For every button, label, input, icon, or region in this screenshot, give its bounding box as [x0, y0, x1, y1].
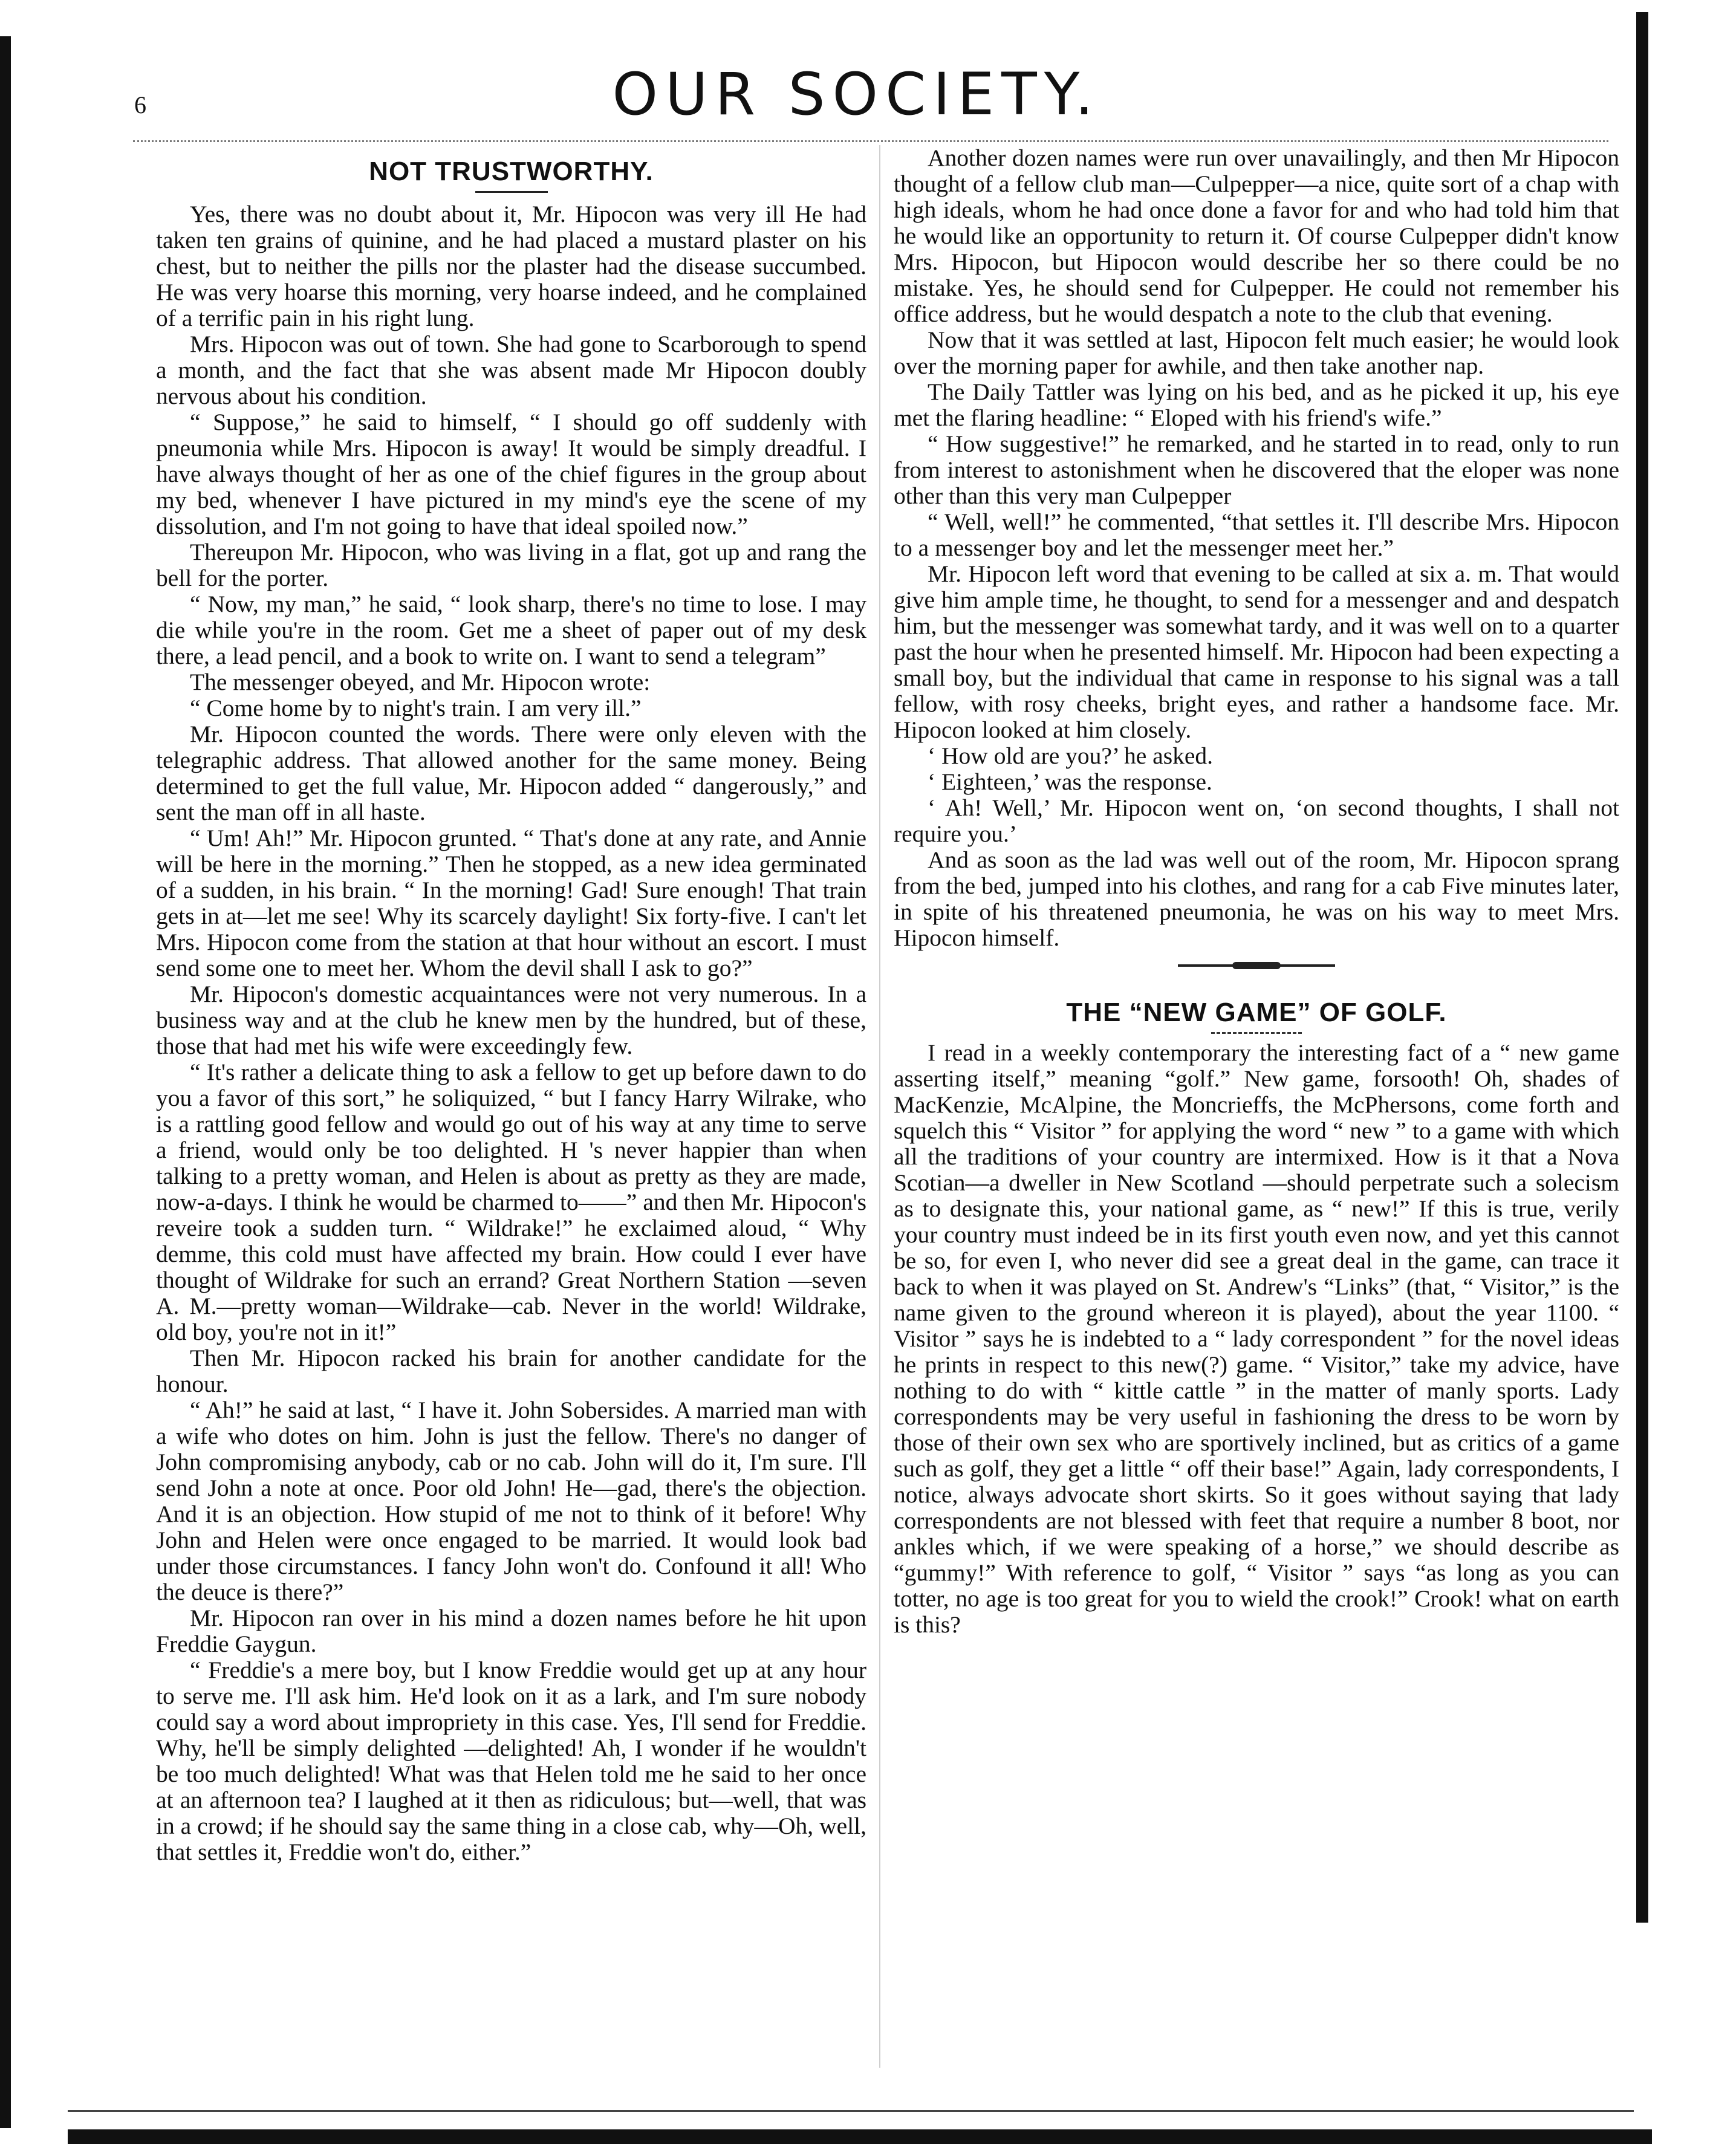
- article-headline: NOT TRUSTWORTHY.: [369, 157, 654, 186]
- paragraph: ‘ Eighteen,’ was the response.: [928, 768, 1212, 795]
- paragraph: Now that it was settled at last, Hipocon felt much easier; he would look over the morning paper for awhile, and then take another nap.: [894, 326, 1619, 379]
- paragraph: “ It's rather a delicate thing to ask a fellow to get up before dawn to do you a favor of this sort,” he soliquized, “ but I fancy Harry Wilrake, who is a rattling good fellow and would go out of his way at any time to serve a friend, would only be too delighted. H 's never happier than when talking to a pretty woman, and Helen is about as pretty as they are made, now-a-days. I think he would be charmed to——” and then Mr. Hipocon's reveire took a sudden turn. “ Wildrake!” he exclaimed aloud, “ Why demme, this cold must have affected my brain. How could I ever have thought of Wildrake for such an errand? Great Northern Station —seven A. M.—pretty woman—Wildrake—cab. Never in the world! Wildrake, old boy, you're not in it!”: [156, 1059, 866, 1345]
- paragraph: The messenger obeyed, and Mr. Hipocon wrote:: [190, 669, 651, 695]
- paragraph: Mr. Hipocon left word that evening to be called at six a. m. That would give him ample time, he thought, to send for a messenger and and despatch him, but the messenger was somewhat tardy, and it was well on to a quarter past the hour when he presented himself. Mr. Hipocon had been expecting a small boy, but the individual that came in response to his signal was a tall fellow, with rosy cheeks, bright eyes, and rather a handsome face. Mr. Hipocon looked at him closely.: [894, 560, 1619, 743]
- paragraph: “ Um! Ah!” Mr. Hipocon grunted. “ That's done at any rate, and Annie will be here in the morning.” Then he stopped, as a new idea germinated of a sudden, in his brain. “ In the morning! Gad! Sure enough! That train gets in at—let me see! Why its scarcely daylight! Six forty-five. I can't let Mrs. Hipocon come from the station at that hour without an escort. I must send some one to meet her. Whom the devil shall I ask to go?”: [156, 825, 866, 981]
- paragraph: Another dozen names were run over unavailingly, and then Mr Hipocon thought of a fellow club man—Culpepper—a nice, quite sort of a chap with high ideals, whom he had once done a favor for and who had told him that he would like an opportunity to return it. Of course Culpepper didn't know Mrs. Hipocon, but Hipocon would describe her so there could be no mistake. Yes, he should send for Culpepper. He could not remember his office address, but he would despatch a note to the club that evening.: [894, 145, 1619, 327]
- bottom-border-rule: [68, 2129, 1652, 2144]
- left-border-rule: [0, 36, 11, 2128]
- paragraph: Mr. Hipocon counted the words. There were only eleven with the telegraphic address. That allowed another for the same money. Being determined to get the full value, Mr. Hipocon added “ dangerously,” and sent the man off in all haste.: [156, 721, 866, 825]
- masthead-divider: [133, 140, 1608, 142]
- paragraph: “ Now, my man,” he said, “ look sharp, there's no time to lose. I may die while you're in the room. Get me a sheet of paper out of my desk there, a lead pencil, and a book to write on. I want to send a telegram”: [156, 591, 866, 669]
- headline-rule: [1211, 1032, 1302, 1034]
- paragraph: ‘ Ah! Well,’ Mr. Hipocon went on, ‘on second thoughts, I shall not require you.’: [894, 794, 1619, 847]
- paragraph: “ Come home by to night's train. I am very ill.”: [190, 695, 642, 721]
- article-headline: THE “NEW GAME” OF GOLF.: [1066, 998, 1447, 1027]
- page-title: OUR SOCIETY.: [612, 60, 1101, 128]
- paragraph: “ Freddie's a mere boy, but I know Freddie would get up at any hour to serve me. I'll ask him. He'd look on it as a lark, and I'm sure nobody could say a word about impropriety in this case. Yes, I'll send for Freddie. Why, he'll be simply delighted —delighted! Ah, I wonder if he wouldn't be too much delighted! What was that Helen told me he said to her once at an afternoon tea? I laughed at it then as ridiculous; but—well, that was in a crowd; if he should say the same thing in a close cab, why—Oh, well, that settles it, Freddie won't do, either.”: [156, 1657, 866, 1865]
- paragraph: “ Ah!” he said at last, “ I have it. John Sobersides. A married man with a wife who dotes on him. John is just the fellow. There's no danger of John compromising anybody, cab or no cab. John will do it, I'm sure. I'll send John a note at once. Poor old John! He—gad, there's the objection. And it is an objection. How stupid of me not to think of it before! Why John and Helen were once engaged to be married. It would look bad under those circumstances. I fancy John won't do. Confound it all! Who the deuce is there?”: [156, 1397, 866, 1605]
- headline-rule: [475, 191, 548, 193]
- paragraph: “ Suppose,” he said to himself, “ I should go off suddenly with pneumonia while Mrs. Hipocon is away! It would be simply dreadful. I have always thought of her as one of the chief figures in the group about my bed, whenever I have pictured in my mind's eye the scene of my dissolution, and I'm not going to have that ideal spoiled now.”: [156, 409, 866, 539]
- paragraph: Thereupon Mr. Hipocon, who was living in a flat, got up and rang the bell for the porter.: [156, 539, 866, 591]
- paragraph: And as soon as the lad was well out of the room, Mr. Hipocon sprang from the bed, jumped into his clothes, and rang for a cab Five minutes later, in spite of his threatened pneumonia, he was on his way to meet Mrs. Hipocon himself.: [894, 846, 1619, 951]
- left-column: [156, 145, 866, 2104]
- paragraph: ‘ How old are you?’ he asked.: [928, 742, 1213, 769]
- right-column: [894, 145, 1619, 2104]
- paragraph: The Daily Tattler was lying on his bed, and as he picked it up, his eye met the flaring headline: “ Eloped with his friend's wife.”: [894, 378, 1619, 431]
- bottom-thin-rule: [68, 2110, 1634, 2112]
- paragraph: I read in a weekly contemporary the interesting fact of a “ new game asserting itself,” meaning “golf.” New game, forsooth! Oh, shades of MacKenzie, McAlpine, the Moncrieffs, the McPhersons, come forth and squelch this “ Visitor ” for applying the word “ new ” to a game with which all the traditions of your country are intermixed. How is it that a Nova Scotian—a dweller in New Scotland —should perpetrate such a solecism as to designate this, your national game, as “ new!” If this is true, verily your country must indeed be in its first youth even now, and yet this cannot be so, for even I, who never did see a great deal in the game, can trace it back to when it was played on St. Andrew's “Links” (that, “ Visitor,” is the name given to the ground whereon it is played), about the year 1100. “ Visitor ” says he is indebted to a “ lady correspondent ” for the novel ideas he prints in respect to this new(?) game. “ Visitor,” take my advice, have nothing to do with “ kittle cattle ” in the matter of manly sports. Lady correspondents may be very useful in fashioning the dress to be worn by those of their own sex who are sportively inclined, but as critics of a game such as golf, they get a little “ off their base!” Again, lady correspondents, I notice, always advocate short skirts. So it goes without saying that lady correspondents are not blessed with feet that require a number 8 boot, nor ankles which, if we were speaking of a horse,” we should describe as “gummy!” With reference to golf, “ Visitor ” says “as long as you can totter, no age is too great for you to wield the crook!” Crook! what on earth is this?: [894, 1039, 1619, 1638]
- right-border-rule: [1636, 12, 1648, 1923]
- paragraph: Mrs. Hipocon was out of town. She had gone to Scarborough to spend a month, and the fact that she was absent made Mr Hipocon doubly nervous about his condition.: [156, 331, 866, 409]
- page-number: 6: [134, 91, 146, 119]
- column-divider: [879, 145, 880, 2068]
- paragraph: “ Well, well!” he commented, “that settles it. I'll describe Mrs. Hipocon to a messenger boy and let the messenger meet her.”: [894, 508, 1619, 561]
- paragraph: Mr. Hipocon ran over in his mind a dozen names before he hit upon Freddie Gaygun.: [156, 1605, 866, 1657]
- paragraph: Mr. Hipocon's domestic acquaintances were not very numerous. In a business way and at the club he knew men by the hundred, but of these, those that had met his wife were exceedingly few.: [156, 981, 866, 1059]
- paragraph: “ How suggestive!” he remarked, and he started in to read, only to run from interest to astonishment when he discovered that the eloper was none other than this very man Culpepper: [894, 430, 1619, 509]
- section-divider-ornament: [1178, 964, 1335, 967]
- paragraph: Then Mr. Hipocon racked his brain for another candidate for the honour.: [156, 1345, 866, 1397]
- paragraph: Yes, there was no doubt about it, Mr. Hipocon was very ill He had taken ten grains of quinine, and he had placed a mustard plaster on his chest, but to neither the pills nor the plaster had the disease succumbed. He was very hoarse this morning, very hoarse indeed, and he complained of a terrific pain in his right lung.: [156, 201, 866, 331]
